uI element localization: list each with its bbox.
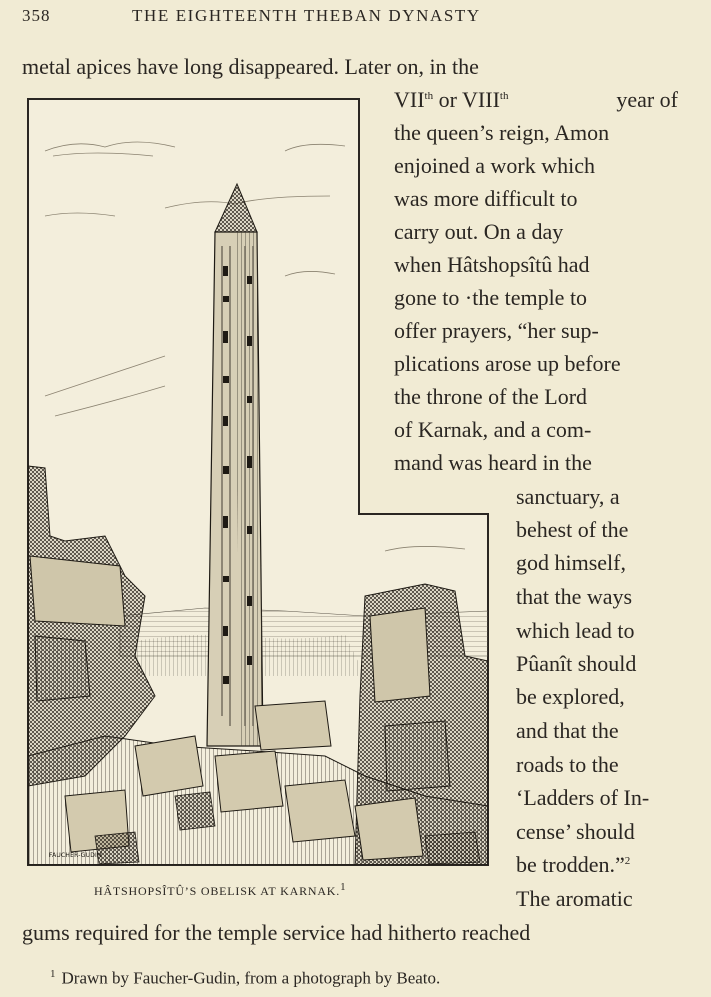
text-line-2: VIIth or VIIIth year of bbox=[394, 87, 678, 112]
text-line-15: behest of the bbox=[516, 517, 629, 542]
text-line-9: offer prayers, “her sup- bbox=[394, 318, 599, 343]
text-line-10: plications arose up before bbox=[394, 351, 621, 376]
text-line-3: the queen’s reign, Amon bbox=[394, 120, 610, 145]
text-line-20: be explored, bbox=[516, 684, 625, 709]
text-line-26: The aromatic bbox=[516, 886, 633, 911]
obelisk-illustration bbox=[25, 96, 491, 868]
text-line-11: the throne of the Lord bbox=[394, 384, 588, 409]
obelisk-engraving bbox=[25, 96, 491, 868]
text-line-17: that the ways bbox=[516, 584, 633, 609]
figure-caption: HÂTSHOPSÎTÛ’S OBELISK AT KARNAK.1 bbox=[94, 881, 347, 898]
running-header bbox=[22, 6, 689, 30]
text-line-6: carry out. On a day bbox=[394, 219, 564, 244]
text-line-23: ‘Ladders of In- bbox=[516, 785, 650, 810]
text-line-5: was more difficult to bbox=[394, 186, 578, 211]
running-title: THE EIGHTEENTH THEBAN DYNASTY bbox=[132, 6, 481, 25]
text-line-16: god himself, bbox=[516, 550, 626, 575]
text-line-21: and that the bbox=[516, 718, 619, 743]
text-line-12: of Karnak, and a com- bbox=[394, 417, 592, 442]
text-line-8: gone to ·the temple to bbox=[394, 285, 588, 310]
artist-signature: FAUCHER-GUDIN bbox=[49, 852, 102, 859]
page-number: 358 bbox=[22, 6, 51, 25]
text-line-27: gums required for the temple service had hitherto reached bbox=[22, 920, 531, 945]
text-line-7: when Hâtshopsîtû had bbox=[394, 252, 590, 277]
text-line-25: be trodden.”2 bbox=[516, 852, 631, 877]
text-line-18: which lead to bbox=[516, 618, 635, 643]
text-line-19: Pûanît should bbox=[516, 651, 637, 676]
text-line-22: roads to the bbox=[516, 752, 619, 777]
text-line-1: metal apices have long disappeared. Later on, in the bbox=[22, 54, 479, 79]
text-line-13: mand was heard in the bbox=[394, 450, 592, 475]
text-line-4: enjoined a work which bbox=[394, 153, 595, 178]
text-line-24: cense’ should bbox=[516, 819, 635, 844]
text-line-14: sanctuary, a bbox=[516, 484, 620, 509]
footnote: $^1$ Drawn by Faucher-Gudin, from a photograph by Beato. bbox=[50, 968, 441, 988]
